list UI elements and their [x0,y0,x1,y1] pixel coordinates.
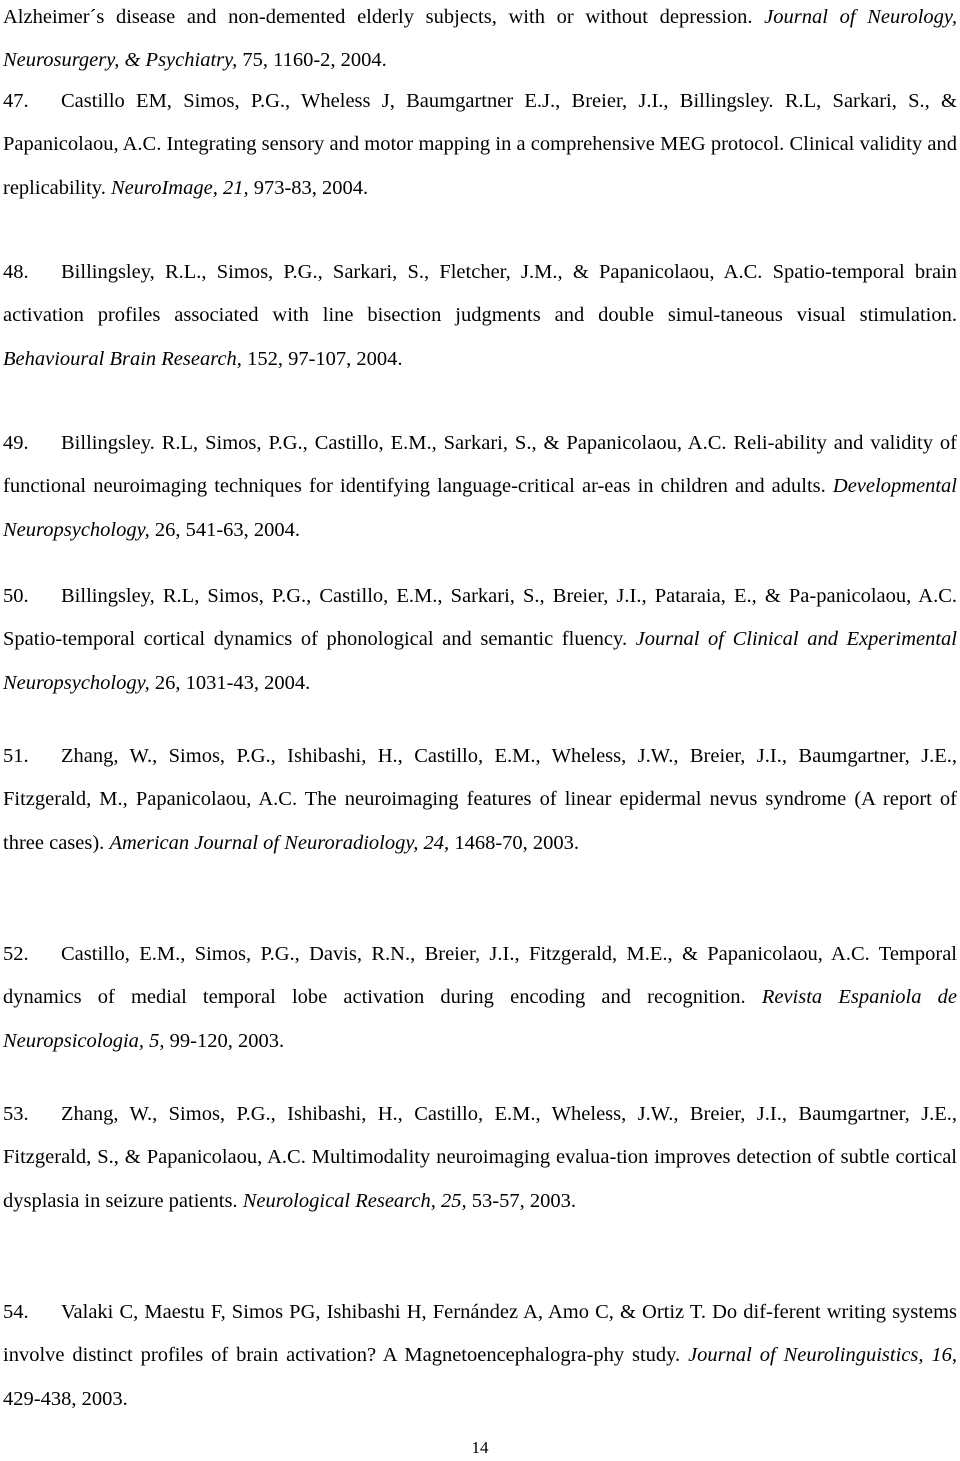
reference-authors: Billingsley, R.L, Simos, P.G., Castillo, E.M., Sarkari, S., Breier, J.I., Pataraia, E., & Pa-panicolaou, A.C. Spatio-temporal cortical dynamics of phonological and semantic fluency. [3,585,957,651]
reference-continued [3,0,957,83]
reference-tail: 53-57, 2003. [466,1189,576,1212]
reference-50 [3,575,957,705]
reference-journal: Journal of Neurolinguistics, 16, [688,1344,957,1367]
reference-number: 53. [3,1103,29,1125]
reference-tail: 973-83, 2004. [248,176,369,199]
reference-journal: American Journal of Neuroradiology, 24, [109,831,450,854]
reference-52 [3,933,957,1063]
page-number: 14 [471,1438,489,1457]
reference-authors: Billingsley, R.L., Simos, P.G., Sarkari, S., Fletcher, J.M., & Papanicolaou, A.C. Spatio-temporal brain activation profiles associated with line bisection judgments and double simul-taneous visual stimulation. [3,261,957,327]
reference-journal: Behavioural Brain Research, [3,347,242,370]
reference-authors: Alzheimer´s disease and non-demented elderly subjects, with or without depression. [3,6,765,28]
reference-tail: 26, 541-63, 2004. [149,518,301,541]
reference-authors: Valaki C, Maestu F, Simos PG, Ishibashi H, Fernández A, Amo C, & Ortiz T. Do dif-ferent writing systems involve distinct profiles of brain activation? A Magnetoencephalogra-phy study. [3,1301,957,1367]
reference-journal: Neurological Research, 25, [242,1189,467,1212]
reference-number: 51. [3,745,29,767]
reference-journal: Journal of Clinical and Experimental Neuropsychology, [3,628,957,694]
reference-51 [3,735,957,865]
reference-tail: 1468-70, 2003. [449,831,580,854]
reference-48 [3,251,957,381]
reference-journal: NeuroImage, 21, [110,176,249,199]
reference-number: 54. [3,1301,29,1323]
reference-number: 48. [3,261,29,283]
reference-authors: Castillo, E.M., Simos, P.G., Davis, R.N., Breier, J.I., Fitzgerald, M.E., & Papanicolaou, A.C. Temporal dynamics of medial temporal lobe activation during encoding and recognition. [3,943,957,1009]
reference-number: 52. [3,943,29,965]
reference-number: 50. [3,585,29,607]
reference-tail: 152, 97-107, 2004. [241,347,403,370]
reference-tail: 429-438, 2003. [3,1387,128,1410]
reference-49 [3,422,957,552]
reference-authors: Zhang, W., Simos, P.G., Ishibashi, H., Castillo, E.M., Wheless, J.W., Breier, J.I., Baumgartner, J.E., Fitzgerald, M., Papanicolaou, A.C. The neuroimaging features of linear epidermal nevus syndrome (A report of three cases). [3,745,957,854]
reference-journal: Developmental Neuropsychology, [3,475,957,541]
reference-journal: Journal of Neurology, Neurosurgery, & Psychiatry, [3,6,957,72]
reference-tail: 26, 1031-43, 2004. [149,671,311,694]
reference-tail: 75, 1160-2, 2004. [237,49,387,72]
reference-53 [3,1093,957,1223]
reference-tail: 99-120, 2003. [164,1029,285,1052]
reference-authors: Billingsley. R.L, Simos, P.G., Castillo, E.M., Sarkari, S., & Papanicolaou, A.C. Reli-ability and validity of functional neuroimaging techniques for identifying language-critical ar-eas in children and adults. [3,432,957,498]
reference-authors: Castillo EM, Simos, P.G., Wheless J, Baumgartner E.J., Breier, J.I., Billingsley. R.L, Sarkari, S., & Papanicolaou, A.C. Integrating sensory and motor mapping in a comprehensive MEG protocol. Clinical validity and replicability. [3,90,957,199]
reference-number: 49. [3,432,29,454]
reference-54 [3,1291,957,1421]
reference-authors: Zhang, W., Simos, P.G., Ishibashi, H., Castillo, E.M., Wheless, J.W., Breier, J.I., Baumgartner, J.E., Fitzgerald, S., & Papanicolaou, A.C. Multimodality neuroimaging evalua-tion improves detection of subtle cortical dysplasia in seizure patients. [3,1103,957,1212]
reference-47 [3,80,957,210]
reference-number: 47. [3,90,29,112]
reference-journal: Revista Espaniola de Neuropsicologia, 5, [3,986,957,1052]
